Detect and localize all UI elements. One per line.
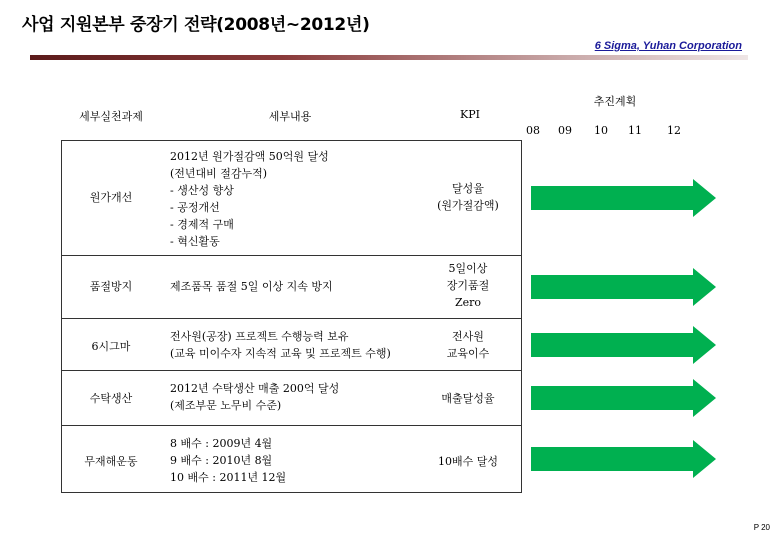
year-08: 08 [526,124,540,137]
year-10: 10 [594,124,608,137]
row-separator [61,370,522,371]
year-11: 11 [628,124,642,137]
content-stockout-prevention: 제조품목 품절 5일 이상 지속 방지 [170,280,333,293]
green-arrow-shape [531,379,716,417]
header-plan: 추진계획 [593,95,637,108]
task-six-sigma: 6시그마 [91,340,131,353]
green-arrow-shape [531,440,716,478]
year-09: 09 [558,124,572,137]
company-subtitle: 6 Sigma, Yuhan Corporation [594,40,742,52]
kpi-cost-improvement: 달성율 (원가절감액) [437,182,499,212]
year-12: 12 [667,124,681,137]
header-kpi: KPI [460,108,480,121]
header-task: 세부실천과제 [79,110,143,123]
page-title: 사업 지원본부 중장기 전략(2008년~2012년) [22,15,370,35]
plan-arrow-contract-manufacturing [531,379,716,417]
header-content: 세부내용 [268,110,312,123]
kpi-zero-accident: 10배수 달성 [438,455,498,468]
green-arrow-shape [531,268,716,306]
kpi-contract-manufacturing: 매출달성율 [441,392,495,405]
row-separator [61,255,522,256]
plan-arrow-cost-improvement [531,179,716,217]
row-separator [61,425,522,426]
green-arrow-shape [531,326,716,364]
page-number: P 20 [753,523,770,532]
green-arrow-shape [531,179,716,217]
plan-arrow-six-sigma [531,326,716,364]
task-contract-manufacturing: 수탁생산 [89,392,133,405]
content-zero-accident: 8 배수 : 2009년 4월 9 배수 : 2010년 8월 10 배수 : 2011년 12월 [170,437,287,484]
plan-arrow-zero-accident [531,440,716,478]
row-separator [61,318,522,319]
task-stockout-prevention: 품절방지 [89,280,133,293]
plan-arrow-stockout-prevention [531,268,716,306]
task-zero-accident: 무재해운동 [84,455,138,468]
content-six-sigma: 전사원(공장) 프로젝트 수행능력 보유 (교육 미이수자 지속적 교육 및 프로젝트 수행) [170,330,391,360]
kpi-stockout-prevention: 5일이상 장기품절 Zero [446,262,490,309]
task-cost-improvement: 원가개선 [89,191,133,204]
kpi-six-sigma: 전사원 교육이수 [446,330,490,360]
title-divider-bar [30,55,748,60]
content-contract-manufacturing: 2012년 수탁생산 매출 200억 달성 (제조부문 노무비 수준) [170,382,340,412]
content-cost-improvement: 2012년 원가절감액 50억원 달성 (전년대비 절감누적) - 생산성 향상 - 공정개선 - 경제적 구매 - 혁신활동 [170,150,329,248]
